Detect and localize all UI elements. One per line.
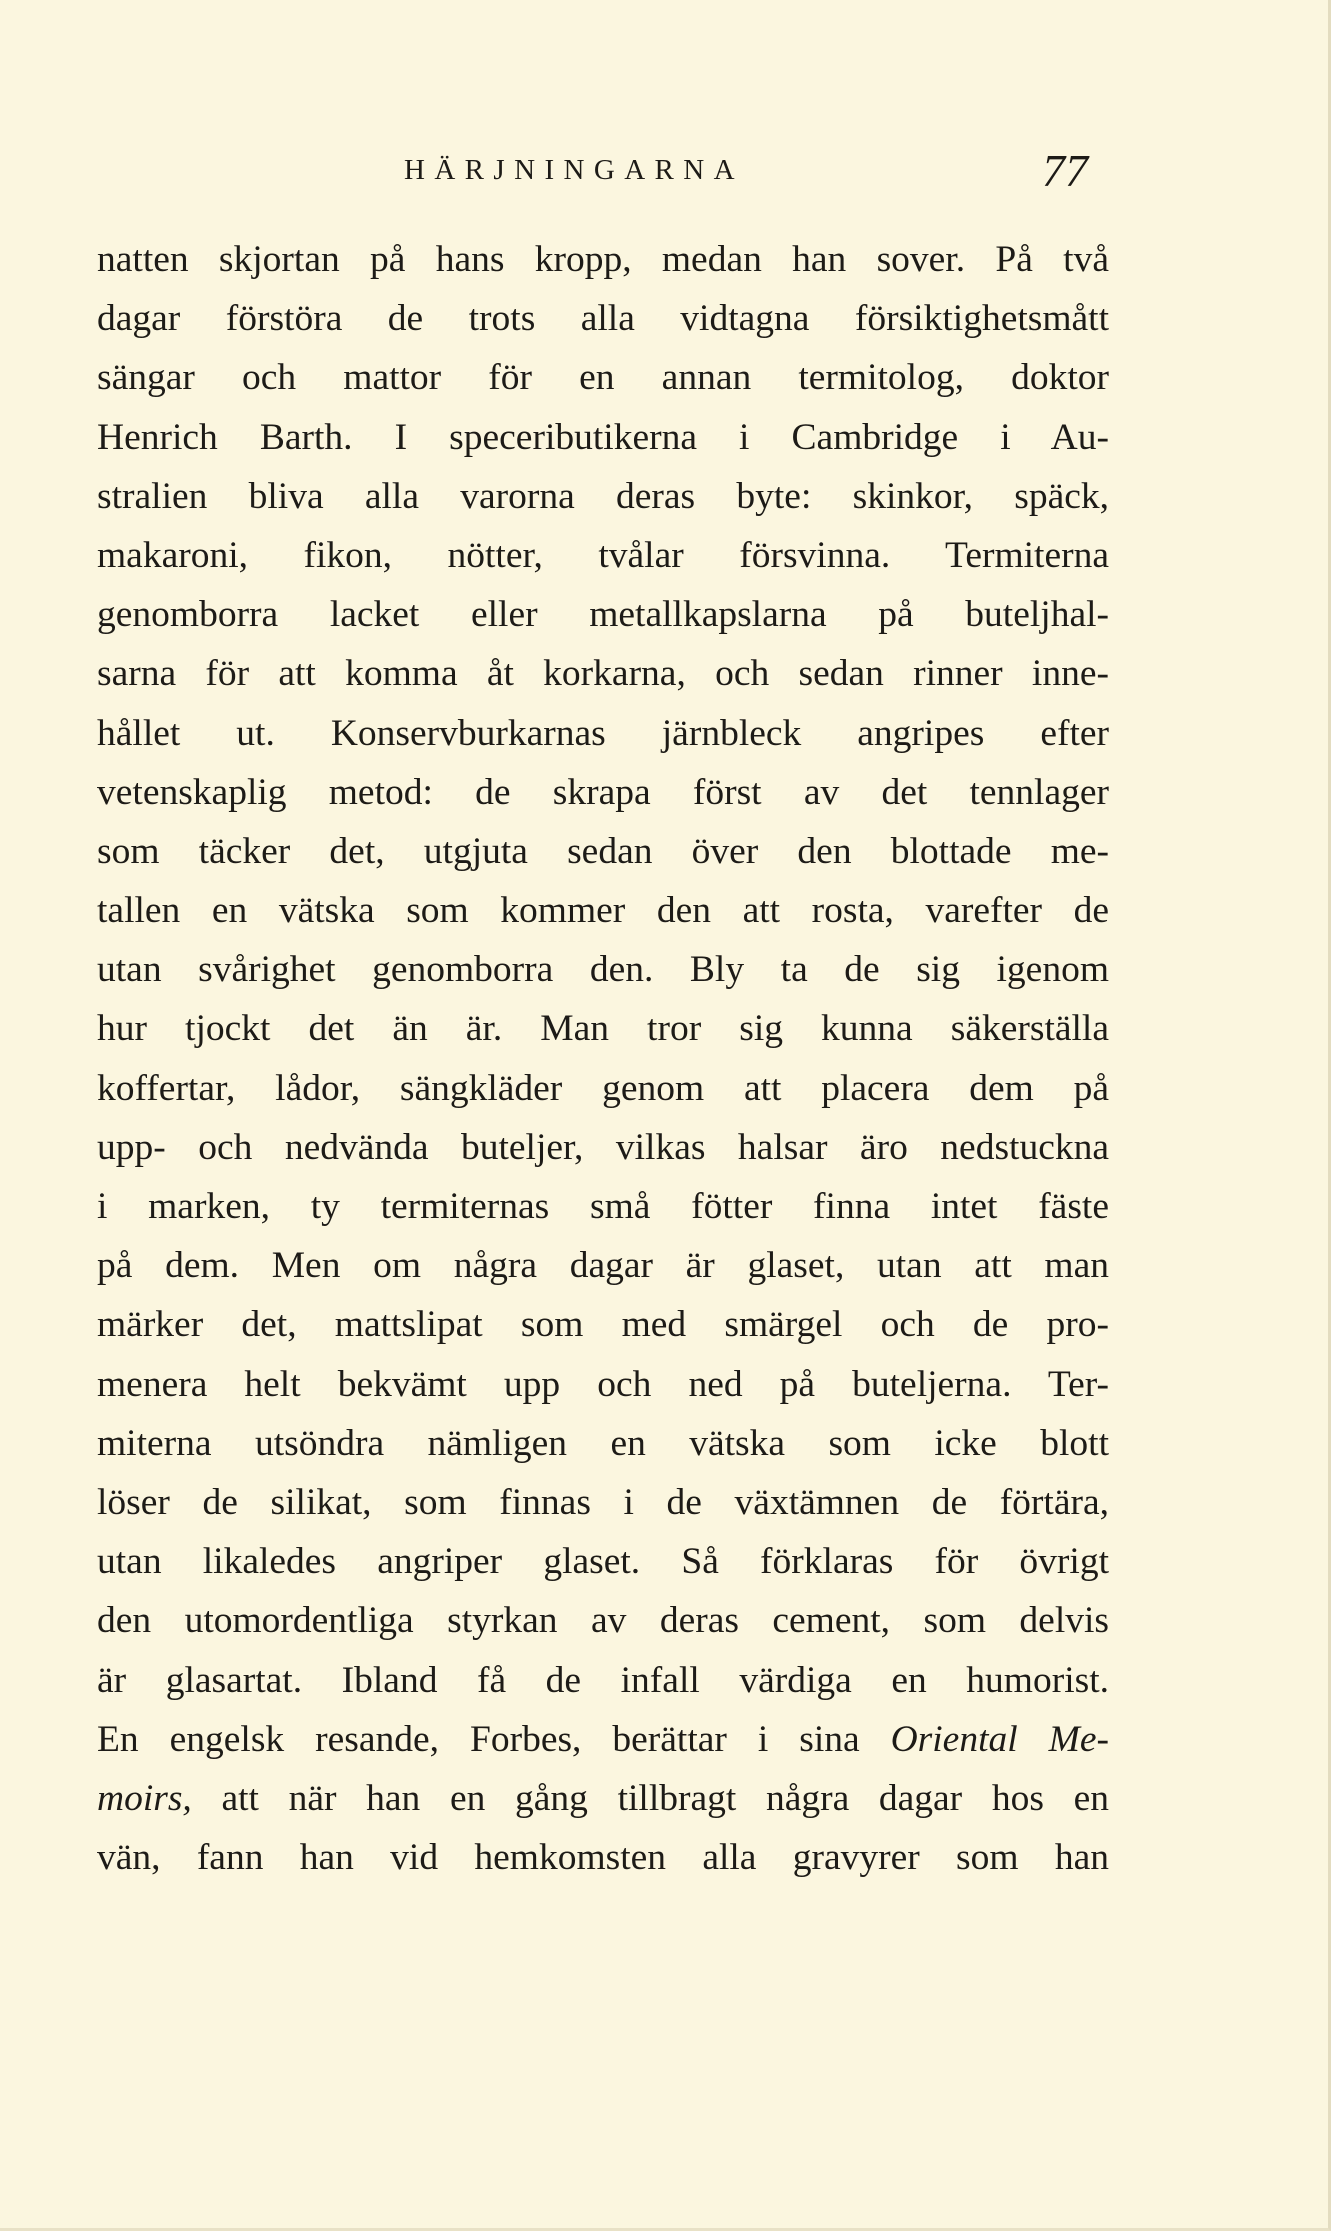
- text-line: vetenskaplig metod: de skrapa först av det tennlager: [97, 771, 1109, 813]
- text-line: vän, fann han vid hemkomsten alla gravyrer som han: [97, 1837, 1109, 1879]
- text-line: den utomordentliga styrkan av deras cement, som delvis: [97, 1600, 1109, 1642]
- running-title: HÄRJNINGARNA: [404, 154, 744, 186]
- text-line: utan svårighet genomborra den. Bly ta de sig igenom: [97, 949, 1109, 991]
- book-title-italic: moirs,: [97, 1777, 192, 1819]
- text-line: moirs, att när han en gång tillbragt några dagar hos en: [97, 1777, 1109, 1819]
- text-line: hur tjockt det än är. Man tror sig kunna säkerställa: [97, 1008, 1109, 1050]
- text-line: är glasartat. Ibland få de infall värdiga en humorist.: [97, 1659, 1109, 1701]
- text-line: genomborra lacket eller metallkapslarna på buteljhal-: [97, 594, 1109, 636]
- text-line: stralien bliva alla varorna deras byte: skinkor, späck,: [97, 475, 1109, 517]
- text-line: löser de silikat, som finnas i de växtämnen de förtära,: [97, 1481, 1109, 1523]
- body-text: [97, 230, 1109, 1887]
- text-line: menera helt bekvämt upp och ned på buteljerna. Ter-: [97, 1363, 1109, 1405]
- text-line: som täcker det, utgjuta sedan över den blottade me-: [97, 830, 1109, 872]
- text-line: miterna utsöndra nämligen en vätska som icke blott: [97, 1422, 1109, 1464]
- text-line: sängar och mattor för en annan termitolog, doktor: [97, 357, 1109, 399]
- text-line: Henrich Barth. I speceributikerna i Cambridge i Au-: [97, 416, 1109, 458]
- running-head: [0, 145, 1328, 210]
- text-line: hållet ut. Konservburkarnas järnbleck angripes efter: [97, 712, 1109, 754]
- text-line: makaroni, fikon, nötter, tvålar försvinna. Termiterna: [97, 534, 1109, 576]
- text-line: på dem. Men om några dagar är glaset, utan att man: [97, 1245, 1109, 1287]
- text-line: koffertar, lådor, sängkläder genom att placera dem på: [97, 1067, 1109, 1109]
- text-line: natten skjortan på hans kropp, medan han sover. På två: [97, 239, 1109, 280]
- text-line: märker det, mattslipat som med smärgel och de pro-: [97, 1304, 1109, 1346]
- page-number: 77: [1042, 145, 1088, 196]
- text-line: En engelsk resande, Forbes, berättar i sina Oriental Me-: [97, 1718, 1109, 1760]
- text-line: utan likaledes angriper glaset. Så förklaras för övrigt: [97, 1541, 1109, 1583]
- text-line: upp- och nedvända buteljer, vilkas halsar äro nedstuckna: [97, 1126, 1109, 1168]
- text-line: sarna för att komma åt korkarna, och sedan rinner inne-: [97, 653, 1109, 695]
- text-line: dagar förstöra de trots alla vidtagna försiktighetsmått: [97, 298, 1109, 340]
- book-title-italic: Oriental Me-: [890, 1718, 1109, 1760]
- text-line: i marken, ty termiternas små fötter finna intet fäste: [97, 1186, 1109, 1227]
- text-line: tallen en vätska som kommer den att rosta, varefter de: [97, 890, 1109, 932]
